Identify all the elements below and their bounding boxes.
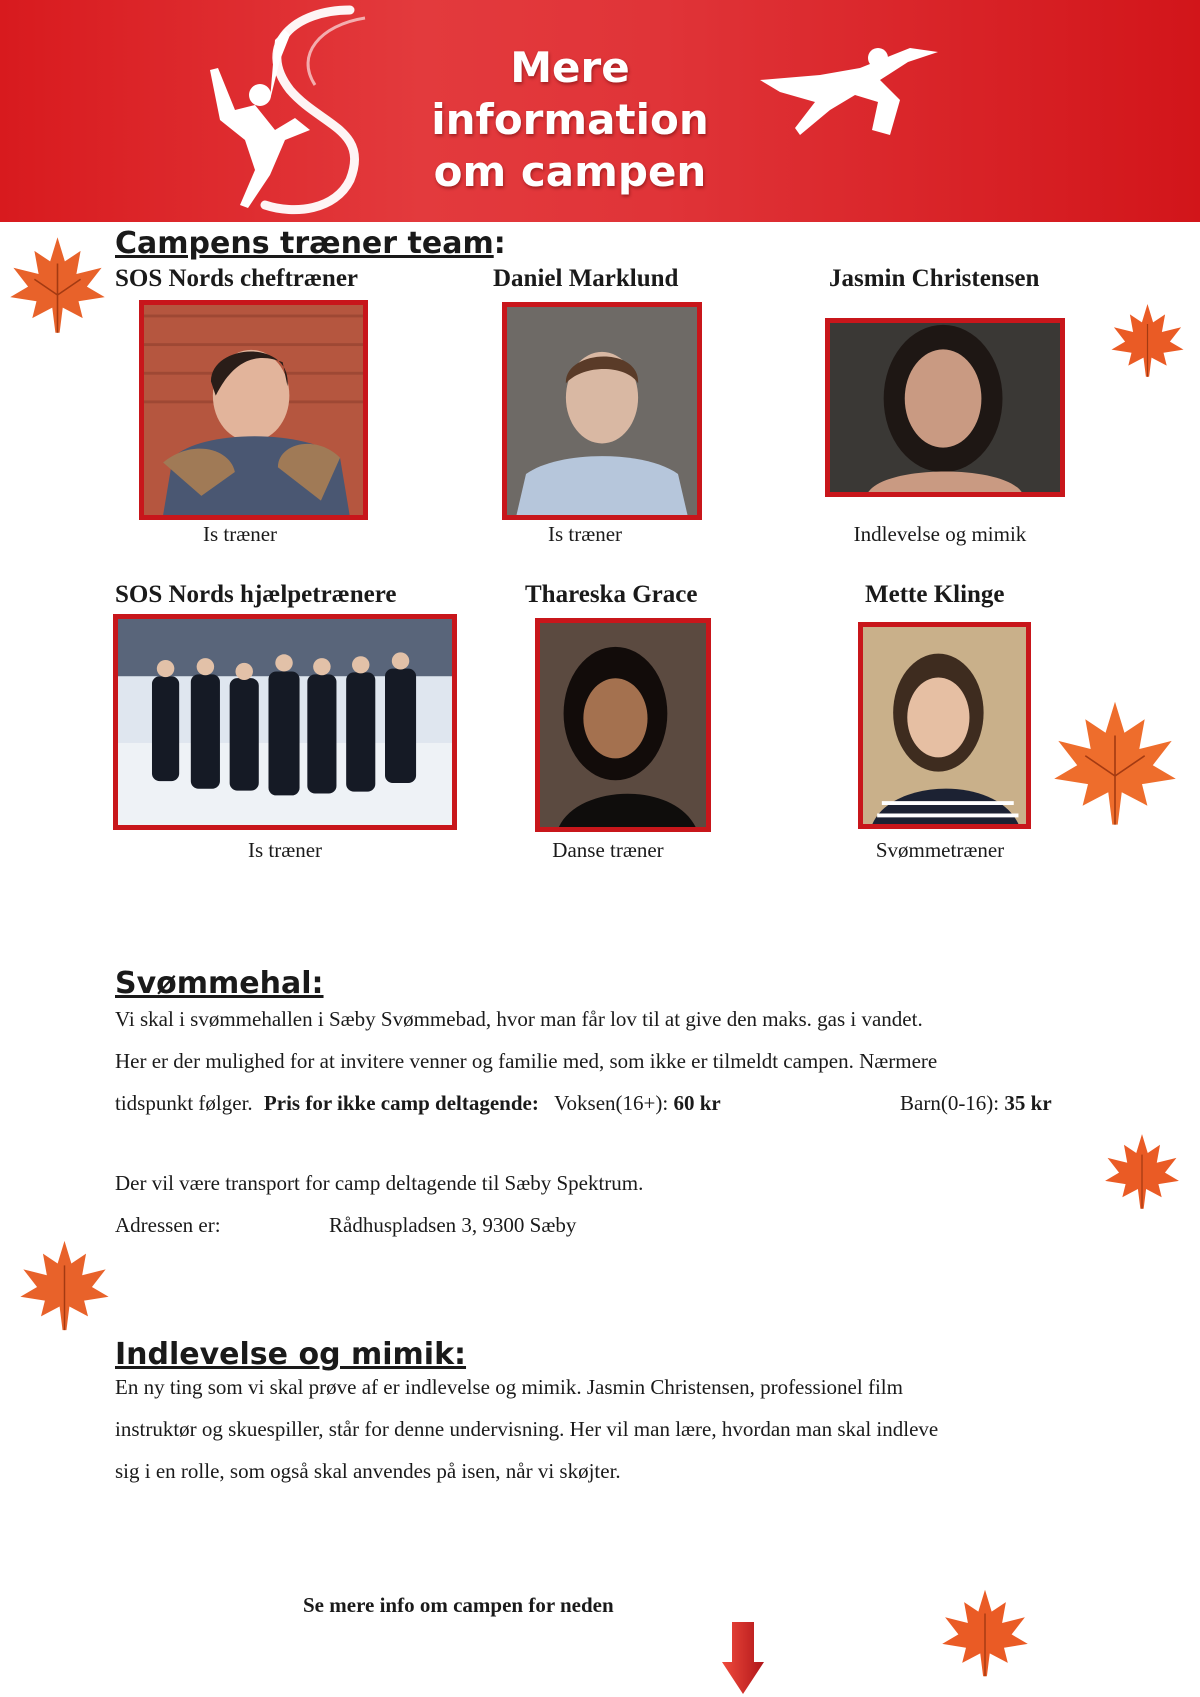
header-banner	[0, 0, 1200, 222]
trainer-name: Jasmin Christensen	[829, 265, 1040, 292]
trainer-role: Is træner	[547, 522, 623, 546]
trainer-role: Is træner	[202, 522, 278, 546]
banner-title	[420, 42, 720, 198]
maple-leaf-icon	[935, 1585, 1035, 1680]
trainer-photo	[502, 302, 702, 520]
team-heading-colon: :	[493, 226, 506, 261]
trainer-name: Thareska Grace	[525, 581, 698, 608]
trainer-photo	[139, 300, 368, 520]
trainer-role: Svømmetræner	[875, 838, 1005, 862]
trainer-role: Is træner	[247, 838, 323, 862]
trainer-name: SOS Nords hjælpetrænere	[115, 581, 397, 608]
arrow-down-icon	[722, 1622, 764, 1694]
skater-silhouette-icon	[760, 40, 940, 160]
swim-text-line: tidspunkt følger.	[115, 1091, 253, 1115]
address-value: Rådhuspladsen 3, 9300 Sæby	[329, 1213, 577, 1237]
banner-title-line: om campen	[433, 147, 707, 196]
team-heading	[115, 226, 506, 261]
trainer-name: Daniel Marklund	[493, 265, 679, 292]
transport-text: Der vil være transport for camp deltagende til Sæby Spektrum.	[115, 1171, 644, 1195]
child-price: 35 kr	[1004, 1091, 1052, 1115]
mimic-text-line: En ny ting som vi skal prøve af er indlevelse og mimik. Jasmin Christensen, professionel film	[115, 1375, 903, 1399]
child-price-label: Barn(0-16):	[900, 1091, 1000, 1115]
group-photo	[113, 614, 457, 830]
skater-logo-icon	[200, 0, 400, 222]
swim-text-line: Vi skal i svømmehallen i Sæby Svømmebad, hvor man får lov til at give den maks. gas i vandet.	[115, 1007, 923, 1031]
address-label: Adressen er:	[115, 1213, 221, 1237]
mimic-heading: Indlevelse og mimik:	[115, 1337, 467, 1372]
banner-title-line: Mere	[510, 43, 630, 92]
maple-leaf-icon	[12, 1236, 117, 1334]
trainer-name: SOS Nords cheftræner	[115, 265, 359, 292]
trainer-role: Danse træner	[552, 838, 664, 862]
trainer-role: Indlevelse og mimik	[853, 522, 1027, 546]
mimic-text-line: sig i en rolle, som også skal anvendes på isen, når vi skøjter.	[115, 1459, 621, 1483]
maple-leaf-icon	[0, 232, 115, 337]
footer-note: Se mere info om campen for neden	[303, 1593, 614, 1617]
child-price-line	[900, 1082, 1052, 1124]
maple-leaf-icon	[1105, 300, 1190, 380]
trainer-photo	[535, 618, 711, 832]
trainer-photo	[825, 318, 1065, 497]
banner-title-line: information	[431, 95, 709, 144]
maple-leaf-icon	[1045, 695, 1185, 830]
adult-price-label: Voksen(16+):	[554, 1091, 669, 1115]
trainer-name: Mette Klinge	[865, 581, 1005, 608]
mimic-text-line: instruktør og skuespiller, står for denne undervisning. Her vil man lære, hvordan man skal indleve	[115, 1417, 939, 1441]
maple-leaf-icon	[1098, 1130, 1186, 1212]
swim-text-line: Her er der mulighed for at invitere venner og familie med, som ikke er tilmeldt campen. Nærmere	[115, 1049, 938, 1073]
adult-price: 60 kr	[673, 1091, 721, 1115]
swim-heading: Svømmehal:	[115, 966, 324, 1001]
team-heading-text: Campens træner team	[115, 226, 494, 261]
trainer-photo	[858, 622, 1031, 829]
swim-price-line	[115, 1082, 721, 1124]
price-label: Pris for ikke camp deltagende:	[263, 1091, 539, 1115]
